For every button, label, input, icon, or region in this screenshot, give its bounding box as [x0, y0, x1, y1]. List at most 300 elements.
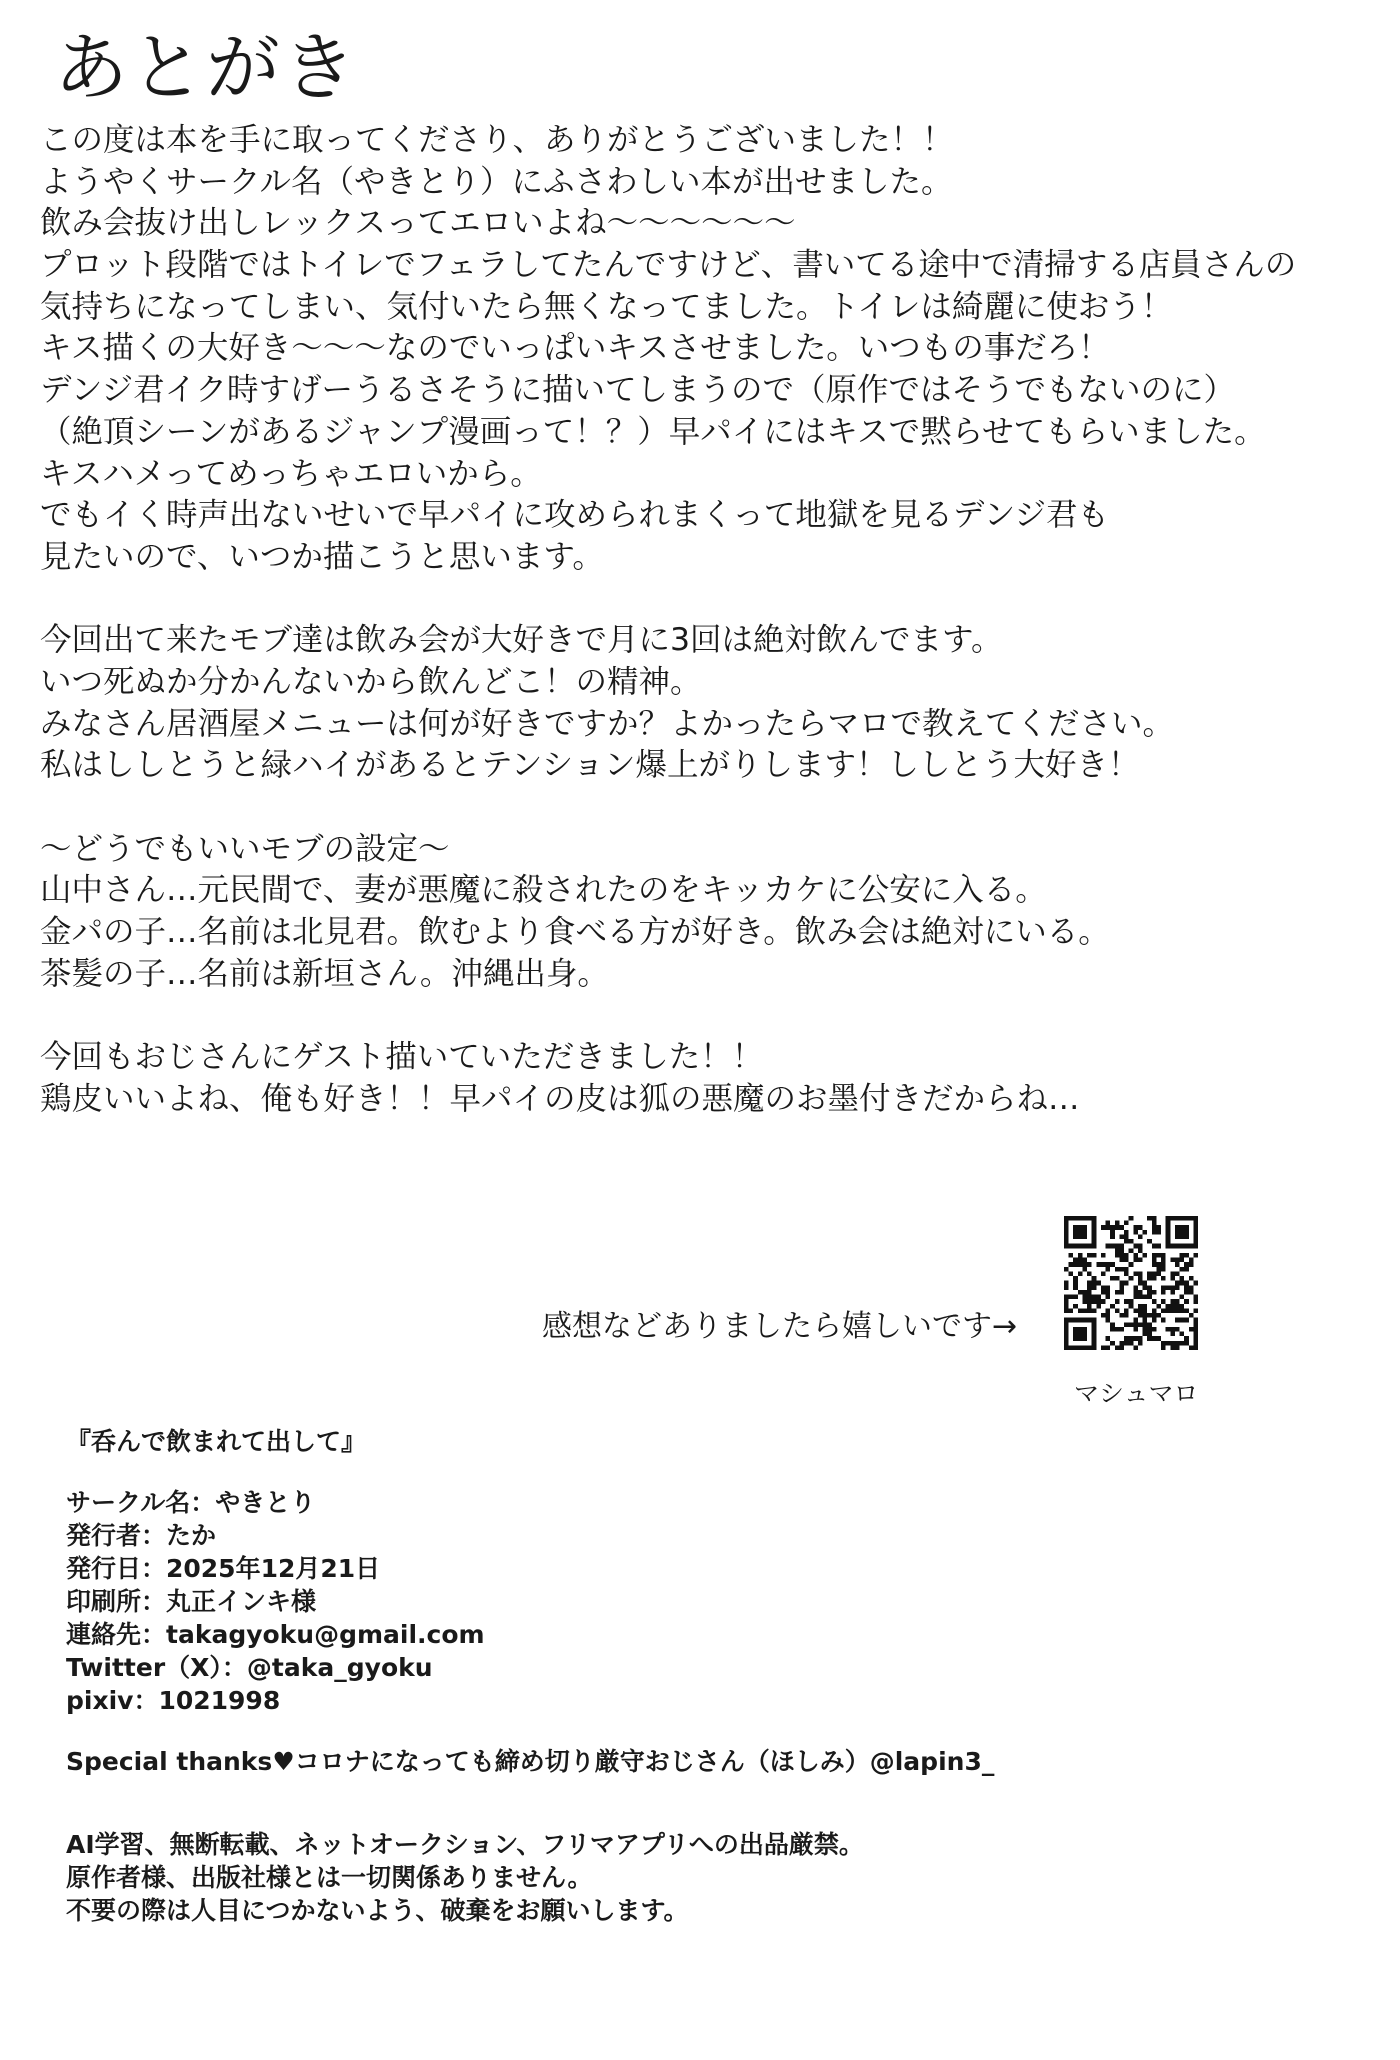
qr-module: [1073, 1230, 1078, 1235]
qr-module: [1092, 1216, 1097, 1221]
qr-module: [1073, 1285, 1078, 1290]
qr-module: [1152, 1271, 1157, 1276]
qr-module: [1078, 1244, 1083, 1249]
qr-module: [1087, 1216, 1092, 1221]
qr-module: [1156, 1262, 1161, 1267]
qr-module: [1064, 1304, 1069, 1309]
qr-module: [1193, 1281, 1198, 1286]
qr-module: [1133, 1295, 1138, 1300]
qr-module: [1133, 1225, 1138, 1230]
qr-module: [1152, 1244, 1157, 1249]
paragraph-mob-drinking: [40, 620, 1380, 787]
qr-module: [1124, 1308, 1129, 1313]
qr-module: [1133, 1285, 1138, 1290]
qr-module: [1101, 1225, 1106, 1230]
book-title: 『呑んで飲まれて出して』: [66, 1427, 367, 1456]
qr-module: [1092, 1341, 1097, 1346]
qr-module: [1184, 1336, 1189, 1341]
qr-module: [1156, 1230, 1161, 1235]
qr-module: [1096, 1299, 1101, 1304]
qr-module: [1180, 1244, 1185, 1249]
text-line: 私はししとうと緑ハイがあるとテンション爆上がりします！ししとう大好き！: [40, 747, 1140, 784]
qr-module: [1106, 1225, 1111, 1230]
qr-module: [1170, 1285, 1175, 1290]
qr-module: [1170, 1308, 1175, 1313]
qr-module: [1087, 1285, 1092, 1290]
qr-module: [1166, 1285, 1171, 1290]
colophon-twitter: Twitter（X）：@taka_gyoku: [66, 1653, 433, 1682]
qr-module: [1175, 1345, 1180, 1350]
text-line: 茶髪の子…名前は新垣さん。沖縄出身。: [40, 955, 609, 992]
text-line: 見たいので、いつか描こうと思います。: [40, 538, 604, 575]
qr-module: [1082, 1267, 1087, 1272]
qr-module: [1175, 1327, 1180, 1332]
qr-module: [1101, 1262, 1106, 1267]
qr-module: [1073, 1281, 1078, 1286]
qr-module: [1082, 1295, 1087, 1300]
qr-module: [1082, 1262, 1087, 1267]
qr-module: [1161, 1285, 1166, 1290]
text-line: 山中さん…元民間で、妻が悪魔に殺されたのをキッカケに公安に入る。: [40, 872, 1047, 909]
qr-module: [1078, 1318, 1083, 1323]
qr-module: [1184, 1244, 1189, 1249]
qr-module: [1087, 1318, 1092, 1323]
qr-module: [1087, 1253, 1092, 1258]
qr-module: [1184, 1318, 1189, 1323]
qr-module: [1133, 1318, 1138, 1323]
text-line: （絶頂シーンがあるジャンプ漫画って！？）早パイにはキスで黙らせてもらいました。: [40, 413, 1266, 450]
qr-module: [1082, 1332, 1087, 1337]
qr-module: [1129, 1341, 1134, 1346]
qr-module: [1184, 1267, 1189, 1272]
qr-module: [1133, 1244, 1138, 1249]
qr-module: [1106, 1285, 1111, 1290]
qr-module: [1133, 1322, 1138, 1327]
colophon-pixiv: pixiv：1021998: [66, 1686, 281, 1715]
qr-module: [1161, 1290, 1166, 1295]
qr-module: [1156, 1336, 1161, 1341]
qr-module: [1087, 1271, 1092, 1276]
qr-module: [1175, 1230, 1180, 1235]
qr-module: [1189, 1285, 1194, 1290]
qr-module: [1184, 1230, 1189, 1235]
text-line: 気持ちになってしまい、気付いたら無くなってました。トイレは綺麗に使おう！: [40, 288, 1173, 325]
qr-module: [1092, 1299, 1097, 1304]
qr-module: [1193, 1341, 1198, 1346]
qr-module: [1069, 1244, 1074, 1249]
qr-module: [1087, 1295, 1092, 1300]
qr-module: [1078, 1253, 1083, 1258]
qr-module: [1119, 1285, 1124, 1290]
qr-module: [1064, 1281, 1069, 1286]
qr-module: [1119, 1253, 1124, 1258]
qr-module: [1110, 1322, 1115, 1327]
qr-module: [1133, 1290, 1138, 1295]
qr-module: [1124, 1322, 1129, 1327]
qr-module: [1175, 1308, 1180, 1313]
qr-module: [1166, 1239, 1171, 1244]
qr-module: [1110, 1234, 1115, 1239]
qr-module: [1170, 1290, 1175, 1295]
qr-module: [1087, 1299, 1092, 1304]
qr-module: [1175, 1281, 1180, 1286]
qr-module: [1087, 1281, 1092, 1286]
qr-module: [1101, 1290, 1106, 1295]
qr-module: [1152, 1230, 1157, 1235]
qr-module: [1189, 1258, 1194, 1263]
qr-module: [1166, 1304, 1171, 1309]
qr-module: [1175, 1285, 1180, 1290]
qr-module: [1069, 1262, 1074, 1267]
qr-module: [1170, 1304, 1175, 1309]
qr-module: [1115, 1244, 1120, 1249]
qr-module: [1170, 1276, 1175, 1281]
qr-module: [1138, 1244, 1143, 1249]
qr-module: [1106, 1336, 1111, 1341]
qr-module: [1069, 1295, 1074, 1300]
qr-module: [1193, 1221, 1198, 1226]
qr-module: [1124, 1336, 1129, 1341]
text-line: でもイく時声出ないせいで早パイに攻められまくって地獄を見るデンジ君も: [40, 497, 1109, 534]
qr-module: [1152, 1327, 1157, 1332]
qr-module: [1138, 1295, 1143, 1300]
colophon-printer: 印刷所：丸正インキ様: [66, 1587, 317, 1616]
qr-module: [1106, 1244, 1111, 1249]
qr-module: [1064, 1345, 1069, 1350]
qr-module: [1106, 1318, 1111, 1323]
qr-module: [1138, 1341, 1143, 1346]
text-line: キス描くの大好き〜〜〜なのでいっぱいキスさせました。いつもの事だろ！: [40, 330, 1110, 367]
qr-module: [1119, 1345, 1124, 1350]
qr-module: [1069, 1345, 1074, 1350]
notice-line: 不要の際は人目につかないよう、破棄をお願いします。: [66, 1896, 689, 1925]
qr-module: [1152, 1216, 1157, 1221]
qr-module: [1138, 1225, 1143, 1230]
qr-module: [1175, 1258, 1180, 1263]
qr-module: [1073, 1345, 1078, 1350]
colophon: [66, 1425, 1366, 1927]
qr-module: [1138, 1308, 1143, 1313]
qr-module: [1133, 1336, 1138, 1341]
qr-module: [1184, 1341, 1189, 1346]
qr-module: [1129, 1239, 1134, 1244]
qr-module: [1193, 1253, 1198, 1258]
qr-module: [1115, 1299, 1120, 1304]
qr-module: [1073, 1336, 1078, 1341]
qr-module: [1152, 1318, 1157, 1323]
qr-module: [1156, 1304, 1161, 1309]
qr-module: [1129, 1276, 1134, 1281]
qr-module: [1082, 1244, 1087, 1249]
text-line: デンジ君イク時すげーうるさそうに描いてしまうので（原作ではそうでもないのに）: [40, 372, 1235, 409]
qr-module: [1180, 1332, 1185, 1337]
qr-module: [1180, 1216, 1185, 1221]
qr-module: [1193, 1336, 1198, 1341]
qr-module: [1064, 1230, 1069, 1235]
qr-module: [1119, 1248, 1124, 1253]
qr-module: [1156, 1313, 1161, 1318]
qr-module: [1156, 1244, 1161, 1249]
qr-module: [1193, 1332, 1198, 1337]
special-thanks-text: コロナになっても締め切り厳守おじさん（ほしみ）@lapin3_: [294, 1747, 995, 1776]
qr-module: [1180, 1225, 1185, 1230]
qr-module: [1073, 1318, 1078, 1323]
qr-module: [1064, 1327, 1069, 1332]
qr-module: [1101, 1313, 1106, 1318]
qr-module: [1152, 1299, 1157, 1304]
text-line: ようやくサークル名（やきとり）にふさわしい本が出せました。: [40, 163, 953, 200]
qr-module: [1064, 1336, 1069, 1341]
qr-module: [1096, 1295, 1101, 1300]
qr-module: [1119, 1258, 1124, 1263]
qr-module: [1087, 1308, 1092, 1313]
qr-module: [1161, 1258, 1166, 1263]
qr-module: [1184, 1262, 1189, 1267]
qr-module: [1184, 1225, 1189, 1230]
qr-module: [1184, 1299, 1189, 1304]
qr-module: [1115, 1253, 1120, 1258]
paragraph-guest: [40, 1037, 1380, 1120]
qr-module: [1175, 1318, 1180, 1323]
qr-module: [1064, 1239, 1069, 1244]
qr-module: [1129, 1304, 1134, 1309]
qr-module: [1110, 1262, 1115, 1267]
qr-module: [1152, 1276, 1157, 1281]
qr-module: [1193, 1308, 1198, 1313]
qr-module: [1115, 1221, 1120, 1226]
qr-module: [1106, 1313, 1111, 1318]
qr-module: [1092, 1239, 1097, 1244]
qr-module: [1119, 1290, 1124, 1295]
qr-module: [1115, 1327, 1120, 1332]
qr-module: [1193, 1225, 1198, 1230]
qr-module: [1078, 1327, 1083, 1332]
qr-module: [1138, 1281, 1143, 1286]
qr-module: [1161, 1341, 1166, 1346]
text-line: 〜どうでもいいモブの設定〜: [40, 830, 450, 867]
qr-module: [1092, 1345, 1097, 1350]
qr-module: [1170, 1345, 1175, 1350]
qr-module: [1110, 1230, 1115, 1235]
qr-module: [1069, 1308, 1074, 1313]
qr-module: [1115, 1248, 1120, 1253]
qr-module: [1101, 1271, 1106, 1276]
colophon-contact: 連絡先：takagyoku@gmail.com: [66, 1620, 485, 1649]
qr-module: [1170, 1332, 1175, 1337]
qr-module: [1096, 1262, 1101, 1267]
qr-module: [1180, 1234, 1185, 1239]
qr-module: [1161, 1267, 1166, 1272]
qr-module: [1180, 1281, 1185, 1286]
text-line: プロット段階ではトイレでフェラしてたんですけど、書いてる途中で清掃する店員さんの: [40, 247, 1297, 284]
qr-module: [1082, 1345, 1087, 1350]
text-line: この度は本を手に取ってくださり、ありがとうございました！！: [40, 122, 954, 158]
qr-module: [1087, 1304, 1092, 1309]
qr-module: [1180, 1258, 1185, 1263]
qr-module: [1170, 1258, 1175, 1263]
qr-module: [1180, 1295, 1185, 1300]
qr-module: [1143, 1322, 1148, 1327]
qr-module: [1078, 1336, 1083, 1341]
qr-module: [1175, 1234, 1180, 1239]
qr-module: [1082, 1318, 1087, 1323]
qr-module: [1119, 1327, 1124, 1332]
qr-module: [1106, 1295, 1111, 1300]
qr-module: [1193, 1322, 1198, 1327]
qr-module: [1101, 1285, 1106, 1290]
qr-module: [1092, 1221, 1097, 1226]
qr-module: [1124, 1253, 1129, 1258]
qr-module: [1064, 1225, 1069, 1230]
qr-module: [1166, 1244, 1171, 1249]
qr-module: [1193, 1345, 1198, 1350]
colophon-publisher: 発行者：たか: [66, 1521, 217, 1550]
qr-module: [1092, 1285, 1097, 1290]
qr-module: [1064, 1221, 1069, 1226]
qr-module: [1152, 1253, 1157, 1258]
qr-module: [1147, 1336, 1152, 1341]
qr-module: [1193, 1230, 1198, 1235]
qr-module: [1119, 1244, 1124, 1249]
qr-module: [1106, 1221, 1111, 1226]
qr-module: [1106, 1308, 1111, 1313]
qr-module: [1082, 1225, 1087, 1230]
qr-module: [1189, 1216, 1194, 1221]
qr-module: [1138, 1234, 1143, 1239]
qr-module: [1092, 1276, 1097, 1281]
qr-module: [1115, 1267, 1120, 1272]
qr-module: [1078, 1290, 1083, 1295]
qr-module: [1147, 1313, 1152, 1318]
qr-module: [1147, 1322, 1152, 1327]
qr-module: [1078, 1216, 1083, 1221]
qr-module: [1064, 1308, 1069, 1313]
qr-module: [1096, 1304, 1101, 1309]
qr-module: [1064, 1295, 1069, 1300]
qr-module: [1138, 1290, 1143, 1295]
qr-module: [1073, 1234, 1078, 1239]
qr-module: [1170, 1271, 1175, 1276]
qr-module: [1161, 1308, 1166, 1313]
text-line: 鶏皮いいよね、俺も好き！！早パイの皮は狐の悪魔のお墨付きだからね…: [40, 1080, 1080, 1117]
qr-module: [1092, 1327, 1097, 1332]
qr-module: [1184, 1285, 1189, 1290]
qr-module: [1115, 1225, 1120, 1230]
qr-module: [1156, 1225, 1161, 1230]
qr-module: [1152, 1308, 1157, 1313]
paragraph-mob-settings: [40, 829, 1380, 996]
qr-module: [1147, 1239, 1152, 1244]
qr-code-icon[interactable]: [1064, 1216, 1198, 1350]
qr-code-graphic: [1064, 1216, 1198, 1350]
qr-module: [1082, 1336, 1087, 1341]
qr-module: [1129, 1248, 1134, 1253]
qr-module: [1147, 1271, 1152, 1276]
qr-module: [1133, 1345, 1138, 1350]
qr-module: [1166, 1225, 1171, 1230]
qr-module: [1064, 1318, 1069, 1323]
qr-module: [1092, 1336, 1097, 1341]
qr-module: [1138, 1248, 1143, 1253]
text-line: みなさん居酒屋メニューは何が好きですか？よかったらマロで教えてください。: [40, 705, 1175, 742]
text-line: 金パの子…名前は北見君。飲むより食べる方が好き。飲み会は絶対にいる。: [40, 914, 1110, 951]
qr-module: [1092, 1322, 1097, 1327]
qr-module: [1106, 1262, 1111, 1267]
qr-module: [1124, 1234, 1129, 1239]
qr-module: [1106, 1290, 1111, 1295]
qr-module: [1101, 1299, 1106, 1304]
qr-module: [1124, 1230, 1129, 1235]
qr-module: [1166, 1221, 1171, 1226]
qr-module: [1193, 1327, 1198, 1332]
qr-module: [1110, 1304, 1115, 1309]
qr-module: [1143, 1313, 1148, 1318]
qr-module: [1184, 1281, 1189, 1286]
qr-module: [1124, 1239, 1129, 1244]
qr-module: [1082, 1299, 1087, 1304]
qr-module: [1124, 1271, 1129, 1276]
qr-module: [1069, 1216, 1074, 1221]
qr-module: [1143, 1253, 1148, 1258]
qr-module: [1152, 1225, 1157, 1230]
qr-module: [1133, 1230, 1138, 1235]
qr-module: [1166, 1234, 1171, 1239]
qr-module: [1124, 1299, 1129, 1304]
qr-module: [1166, 1327, 1171, 1332]
qr-module: [1119, 1267, 1124, 1272]
qr-module: [1133, 1327, 1138, 1332]
qr-module: [1147, 1327, 1152, 1332]
qr-module: [1073, 1225, 1078, 1230]
qr-module: [1152, 1313, 1157, 1318]
qr-module: [1064, 1234, 1069, 1239]
qr-module: [1138, 1276, 1143, 1281]
qr-module: [1073, 1304, 1078, 1309]
qr-module: [1184, 1253, 1189, 1258]
qr-module: [1161, 1276, 1166, 1281]
qr-module: [1180, 1308, 1185, 1313]
qr-module: [1175, 1225, 1180, 1230]
qr-module: [1124, 1258, 1129, 1263]
qr-module: [1073, 1258, 1078, 1263]
qr-module: [1115, 1276, 1120, 1281]
qr-module: [1069, 1253, 1074, 1258]
qr-module: [1138, 1271, 1143, 1276]
qr-module: [1110, 1225, 1115, 1230]
qr-module: [1189, 1345, 1194, 1350]
qr-module: [1129, 1322, 1134, 1327]
qr-module: [1078, 1230, 1083, 1235]
qr-module: [1078, 1258, 1083, 1263]
qr-module: [1143, 1281, 1148, 1286]
qr-module: [1110, 1327, 1115, 1332]
qr-module: [1143, 1332, 1148, 1337]
qr-module: [1180, 1230, 1185, 1235]
qr-module: [1082, 1308, 1087, 1313]
qr-module: [1078, 1308, 1083, 1313]
qr-module: [1152, 1258, 1157, 1263]
qr-module: [1082, 1230, 1087, 1235]
qr-module: [1193, 1295, 1198, 1300]
qr-module: [1101, 1253, 1106, 1258]
qr-module: [1180, 1276, 1185, 1281]
qr-module: [1152, 1336, 1157, 1341]
qr-module: [1101, 1345, 1106, 1350]
qr-module: [1138, 1304, 1143, 1309]
qr-module: [1161, 1318, 1166, 1323]
qr-module: [1147, 1295, 1152, 1300]
text-line: 今回もおじさんにゲスト描いていただきました！！: [40, 1039, 764, 1076]
